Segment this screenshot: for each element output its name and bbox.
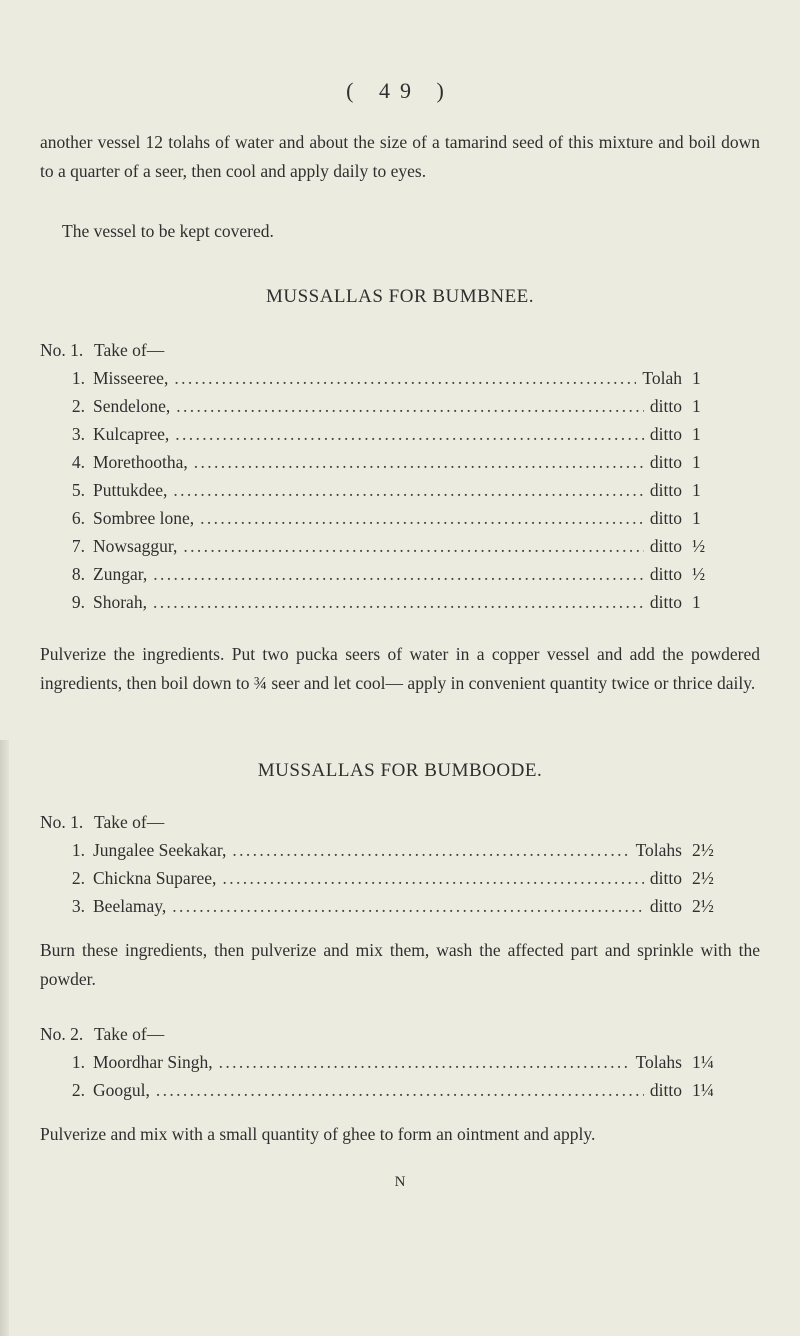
ingredient-unit: ditto [649,508,682,528]
ingredient-row [55,364,718,392]
ingredient-index: 7. [71,536,85,556]
take-of-label: Take of— [94,812,165,832]
ingredient-unit: ditto [649,536,682,556]
recipe-bumboode-no2 [40,1020,164,1048]
dot-leader [183,532,644,560]
dot-leader [153,560,644,588]
ingredient-unit: ditto [649,592,682,612]
ingredient-index: 5. [71,480,85,500]
ingredient-qty: 1 [692,396,701,416]
dot-leader [222,864,643,892]
ingredient-index: 2. [71,396,85,416]
ingredient-qty: 1 [692,452,701,472]
ingredient-row [55,448,718,476]
ingredient-unit: Tolah [642,368,682,388]
ingredient-name: Misseeree, [93,368,169,388]
dot-leader [173,476,644,504]
bumboode-no1-directions: Burn these ingredients, then pulverize and mix them, wash the affected part and sprinkle with the powder. [40,940,760,989]
ingredient-index: 8. [71,564,85,584]
ingredient-qty: 1 [692,424,701,444]
ingredient-index: 1. [71,840,85,860]
dot-leader [156,1076,644,1104]
ingredient-index: 2. [71,868,85,888]
ingredient-row [55,476,718,504]
intro-paragraph: another vessel 12 tolahs of water and about the size of a tamarind seed of this mixture and boil down to a quarter of a seer, then cool and apply daily to eyes. [40,132,760,181]
ingredient-unit: Tolahs [635,840,682,860]
recipe-bumbnee-no1 [40,336,164,364]
ingredient-name: Googul, [93,1080,150,1100]
ingredient-name: Morethootha, [93,452,188,472]
dot-leader [200,504,644,532]
ingredient-index: 6. [71,508,85,528]
ingredient-row [55,560,718,588]
heading-bumbnee: MUSSALLAS FOR BUMBNEE. [265,286,535,307]
ingredient-unit: ditto [649,868,682,888]
ingredient-name: Kulcapree, [93,424,170,444]
dot-leader [232,836,629,864]
recipe-number: No. 1. [40,812,84,832]
ingredient-row [55,836,718,864]
page-edge-shadow [0,740,9,1336]
ingredient-qty: 1¼ [692,1080,714,1100]
ingredient-unit: ditto [649,896,682,916]
ingredient-qty: ½ [692,536,706,556]
ingredient-row [55,1076,718,1104]
ingredient-row [55,1048,718,1076]
ingredient-index: 1. [71,1052,85,1072]
ingredient-row [55,892,718,920]
recipe-number: No. 2. [40,1024,84,1044]
page-number: ( 49 ) [346,78,454,103]
take-of-label: Take of— [94,1024,165,1044]
ingredient-name: Chickna Suparee, [93,868,217,888]
dot-leader [175,420,644,448]
ingredient-index: 4. [71,452,85,472]
recipe-bumboode-no1 [40,808,164,836]
ingredient-index: 9. [71,592,85,612]
ingredient-list-bumboode-2 [55,1048,718,1104]
ingredient-list-bumboode-1 [55,836,718,920]
ingredient-name: Sendelone, [93,396,171,416]
ingredient-qty: 1 [692,508,701,528]
ingredient-name: Beelamay, [93,896,167,916]
take-of-label: Take of— [94,340,165,360]
ingredient-row [55,392,718,420]
bumboode-no2-directions: Pulverize and mix with a small quantity of ghee to form an ointment and apply. [40,1124,596,1144]
ingredient-index: 2. [71,1080,85,1100]
ingredient-qty: 1 [692,592,701,612]
dot-leader [172,892,644,920]
ingredient-name: Sombree lone, [93,508,195,528]
ingredient-row [55,504,718,532]
intro-note: The vessel to be kept covered. [62,221,274,241]
ingredient-name: Zungar, [93,564,148,584]
ingredient-unit: ditto [649,1080,682,1100]
ingredient-qty: 2½ [692,840,714,860]
ingredient-index: 1. [71,368,85,388]
ingredient-qty: 2½ [692,896,714,916]
ingredient-row [55,532,718,560]
ingredient-qty: 1¼ [692,1052,714,1072]
ingredient-name: Puttukdee, [93,480,168,500]
ingredient-name: Jungalee Seekakar, [93,840,227,860]
ingredient-unit: ditto [649,564,682,584]
ingredient-index: 3. [71,896,85,916]
recipe-number: No. 1. [40,340,84,360]
heading-bumboode: MUSSALLAS FOR BUMBOODE. [257,760,543,781]
ingredient-name: Nowsaggur, [93,536,178,556]
signature-mark: N [394,1174,406,1190]
ingredient-row [55,420,718,448]
ingredient-unit: ditto [649,424,682,444]
ingredient-list-bumbnee [55,364,718,616]
ingredient-qty: 1 [692,480,701,500]
ingredient-qty: 2½ [692,868,714,888]
ingredient-row [55,864,718,892]
dot-leader [194,448,644,476]
ingredient-name: Moordhar Singh, [93,1052,213,1072]
ingredient-qty: 1 [692,368,701,388]
ingredient-unit: ditto [649,396,682,416]
ingredient-unit: Tolahs [635,1052,682,1072]
bumbnee-directions: Pulverize the ingredients. Put two pucka seers of water in a copper vessel and add the powdered ingredients, then boil down to ¾ seer and let cool— apply in convenient quantity twice or thrice daily. [40,644,760,693]
dot-leader [176,392,644,420]
dot-leader [153,588,644,616]
ingredient-unit: ditto [649,452,682,472]
ingredient-row [55,588,718,616]
ingredient-unit: ditto [649,480,682,500]
ingredient-index: 3. [71,424,85,444]
ingredient-name: Shorah, [93,592,147,612]
dot-leader [174,364,636,392]
ingredient-qty: ½ [692,564,706,584]
dot-leader [219,1048,630,1076]
